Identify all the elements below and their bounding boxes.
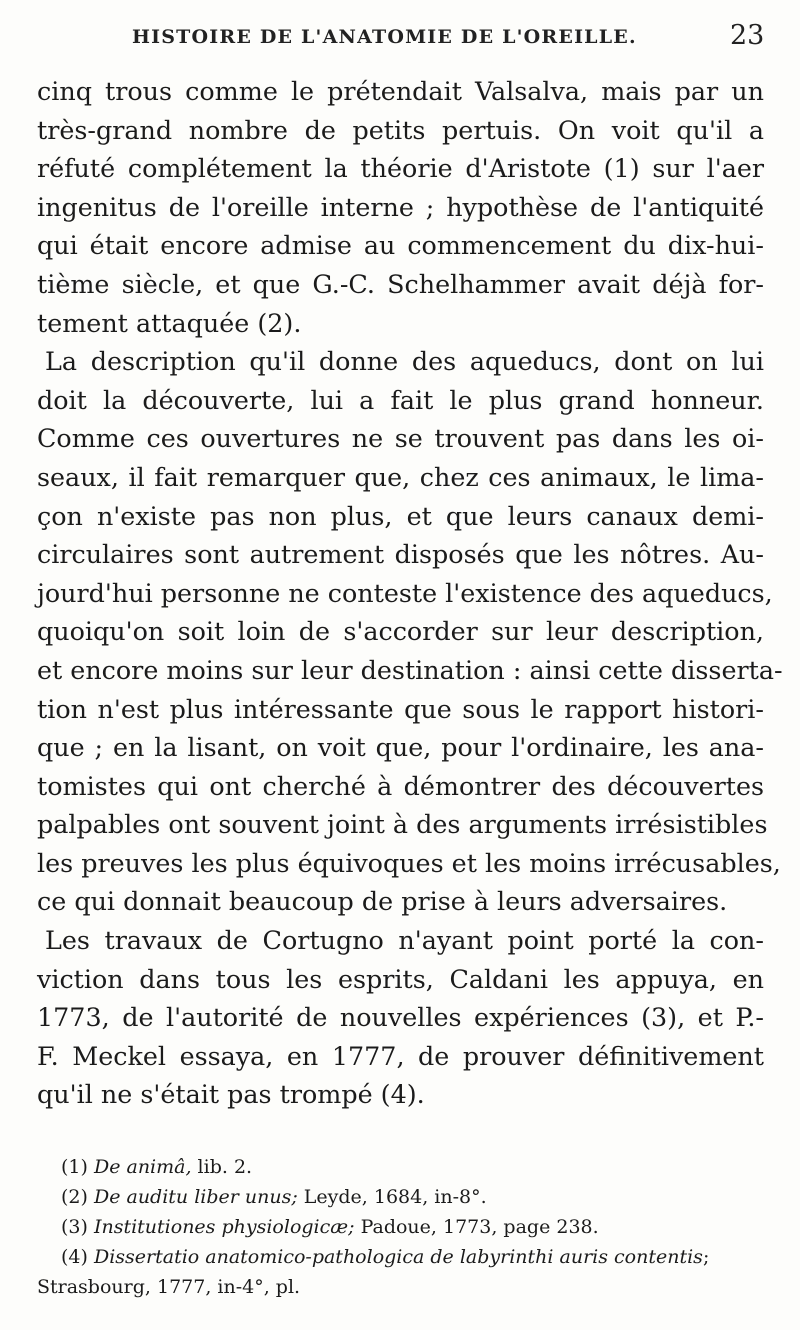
footnote-4-continuation: Strasbourg, 1777, in-4°, pl. [37,1276,301,1298]
text-line: viction dans tous les esprits, Caldani les appuya, en [37,963,764,994]
text-line: jourd'hui personne ne conteste l'existence des aqueducs, [37,577,773,608]
paragraph-1 [37,72,764,342]
text-line: qui était encore admise au commencement du dix-hui- [37,230,764,261]
text-line: tion n'est plus intéressante que sous le rapport histori- [37,693,764,724]
footnote-rest: lib. 2. [191,1156,253,1178]
footnote-title: De auditu liber unus; [93,1186,298,1208]
footnote-rest: Padoue, 1773, page 238. [354,1216,599,1238]
text-line: et encore moins sur leur destination : ainsi cette disserta- [37,654,783,685]
footnote-4 [37,1242,764,1272]
text-line: cinq trous comme le prétendait Valsalva, mais par un [37,76,764,106]
footnote-marker: (1) [61,1156,88,1178]
text-line: La description qu'il donne des aqueducs, dont on lui [45,346,764,377]
text-line: ingenitus de l'oreille interne ; hypothèse de l'antiquité [37,191,764,222]
page-number: 23 [730,20,765,51]
text-line: seaux, il fait remarquer que, chez ces animaux, le lima- [37,461,764,492]
text-line: çon n'existe pas non plus, et que leurs canaux demi- [37,500,764,531]
text-line: tement attaquée (2). [37,307,302,338]
running-title: HISTOIRE DE L'ANATOMIE DE L'OREILLE. [132,26,637,48]
footnote-title: Dissertatio anatomico-pathologica de labyrinthi auris contentis [93,1246,703,1268]
text-line: 1773, de l'autorité de nouvelles expériences (3), et P.- [37,1002,764,1033]
text-line: les preuves les plus équivoques et les moins irrécusables, [37,847,781,878]
footnote-marker: (4) [61,1246,88,1268]
text-line: que ; en la lisant, on voit que, pour l'ordinaire, les ana- [37,732,764,763]
footnote-2 [37,1182,764,1212]
text-line: circulaires sont autrement disposés que les nôtres. Au- [37,539,764,570]
text-line: palpables ont souvent joint à des arguments irrésistibles [37,809,768,840]
footnote-marker: (2) [61,1186,88,1208]
text-line: F. Meckel essaya, en 1777, de prouver définitivement [37,1040,764,1071]
text-line: très-grand nombre de petits pertuis. On voit qu'il a [37,114,764,145]
text-line: Les travaux de Cortugno n'ayant point porté la con- [45,925,764,956]
footnote-1 [37,1152,764,1182]
text-line: doit la découverte, lui a fait le plus grand honneur. [37,384,764,415]
footnote-rest: ; [702,1246,710,1268]
text-line: réfuté complétement la théorie d'Aristote (1) sur l'aer [37,153,764,184]
running-head [0,18,800,58]
text-line: Comme ces ouvertures ne se trouvent pas dans les oi- [37,423,764,454]
paragraph-2 [37,342,783,921]
footnote-marker: (3) [61,1216,88,1238]
text-line: quoiqu'on soit loin de s'accorder sur leur description, [37,616,764,647]
footnote-title: De animâ, [93,1156,192,1178]
footnotes [37,1152,764,1302]
text-line: tomistes qui ont cherché à démontrer des découvertes [37,770,764,801]
main-text [37,72,783,1114]
text-line: tième siècle, et que G.-C. Schelhammer avait déjà for- [37,268,764,299]
footnote-rest: Leyde, 1684, in-8°. [297,1186,487,1208]
footnote-title: Institutiones physiologicæ; [93,1216,355,1238]
paragraph-3 [37,921,764,1114]
footnote-3 [37,1212,764,1242]
text-line: ce qui donnait beaucoup de prise à leurs adversaires. [37,886,728,917]
text-line: qu'il ne s'était pas trompé (4). [37,1079,425,1110]
